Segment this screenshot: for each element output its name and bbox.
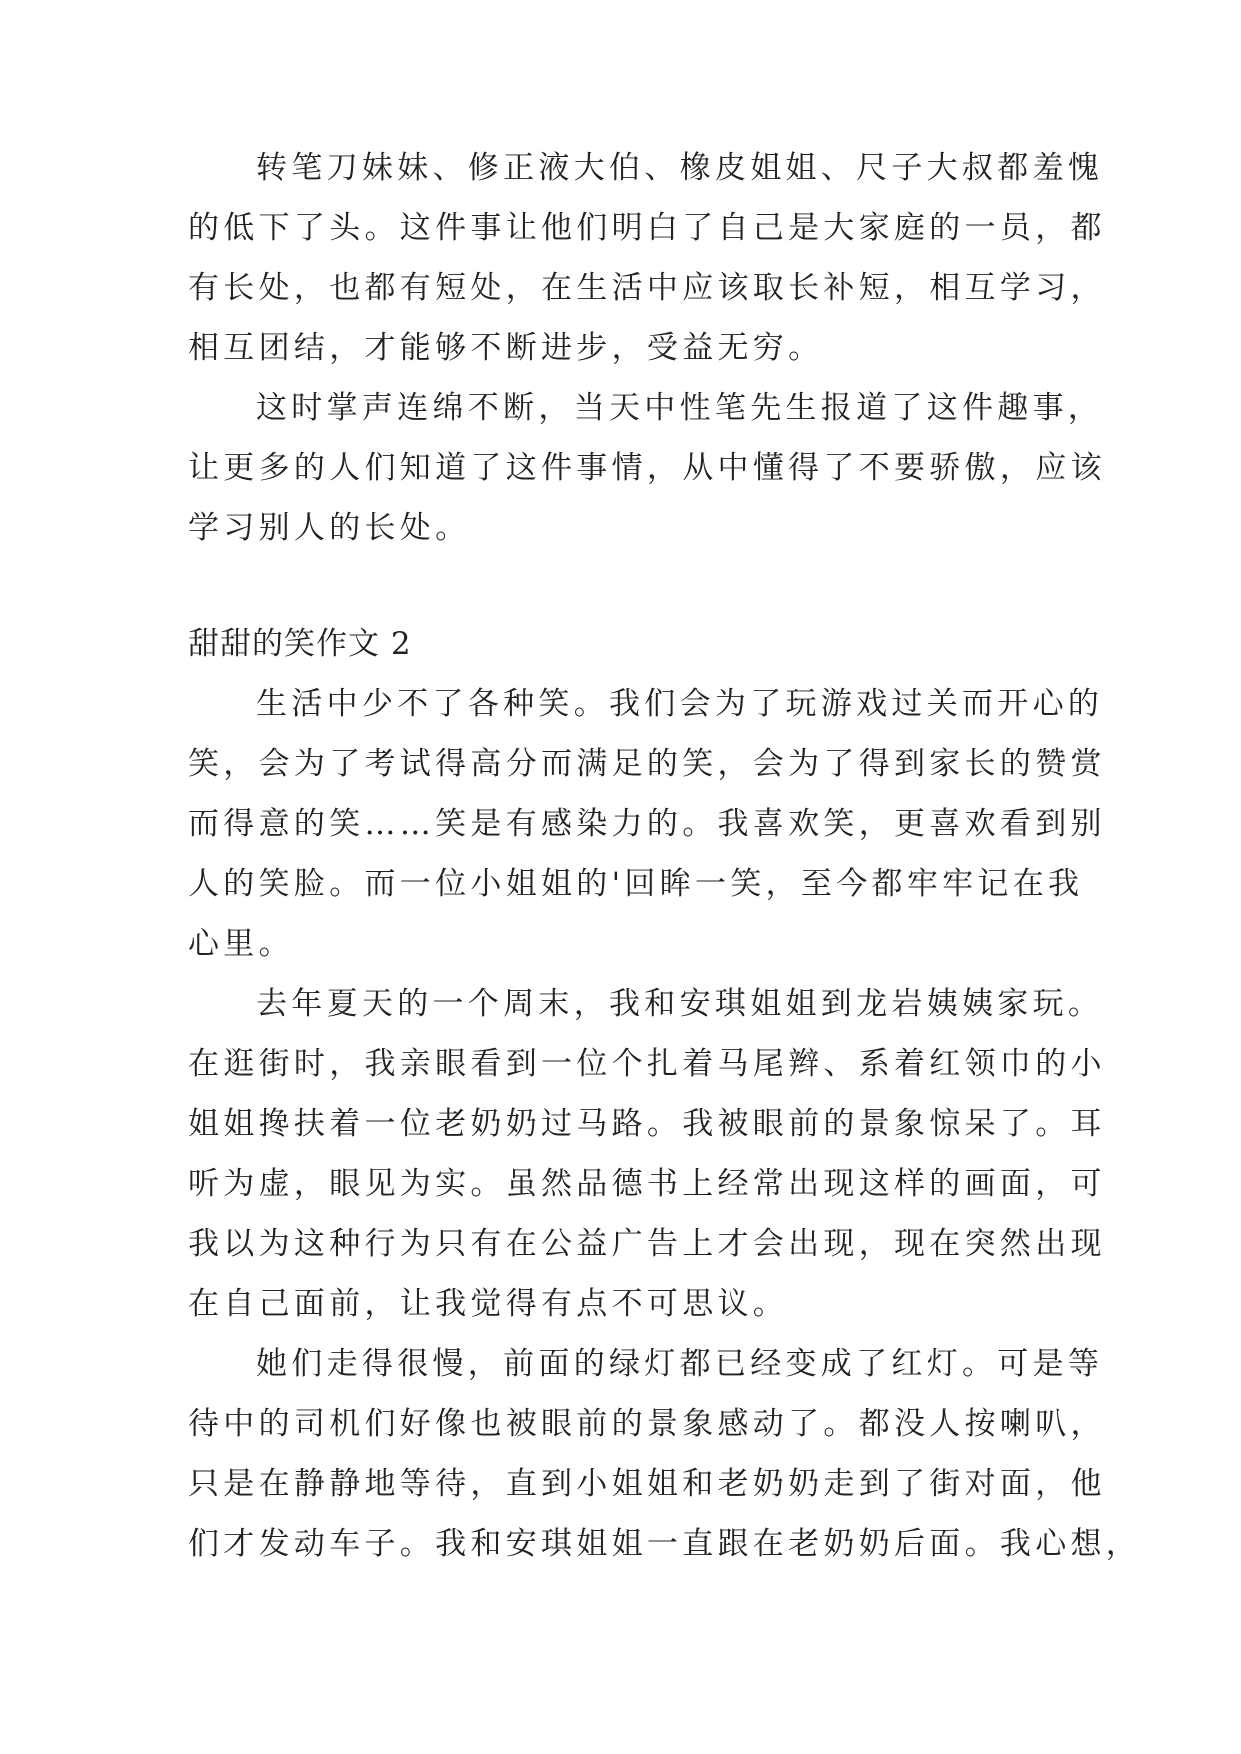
paragraph-line: 这时掌声连绵不断，当天中性笔先生报道了这件趣事，: [256, 390, 1104, 426]
paragraph-line: 相互团结，才能够不断进步，受益无穷。: [188, 330, 824, 366]
paragraph-line: 我以为这种行为只有在公益广告上才会出现，现在突然出现: [188, 1226, 1106, 1262]
paragraph-line: 而得意的笑……笑是有感染力的。我喜欢笑，更喜欢看到别: [188, 806, 1106, 842]
paragraph-line: 的低下了头。这件事让他们明白了自己是大家庭的一员，都: [188, 210, 1106, 246]
paragraph-line: 们才发动车子。我和安琪姐姐一直跟在老奶奶后面。我心想，: [188, 1526, 1142, 1562]
paragraph-line: 在逛街时，我亲眼看到一位个扎着马尾辫、系着红领巾的小: [188, 1046, 1106, 1082]
paragraph-line: 人的笑脸。而一位小姐姐的'回眸一笑，至今都牢牢记在我: [188, 866, 1084, 902]
paragraph-line: 她们走得很慢，前面的绿灯都已经变成了红灯。可是等: [256, 1346, 1104, 1382]
paragraph-line: 学习别人的长处。: [188, 510, 471, 546]
paragraph-line: 有长处，也都有短处，在生活中应该取长补短，相互学习，: [188, 270, 1106, 306]
paragraph-line: 听为虚，眼见为实。虽然品德书上经常出现这样的画面，可: [188, 1166, 1106, 1202]
paragraph-line: 转笔刀妹妹、修正液大伯、橡皮姐姐、尺子大叔都羞愧: [256, 150, 1104, 186]
paragraph-line: 只是在静静地等待，直到小姐姐和老奶奶走到了街对面，他: [188, 1466, 1106, 1502]
paragraph-line: 去年夏天的一个周末，我和安琪姐姐到龙岩姨姨家玩。: [256, 986, 1104, 1022]
paragraph-line: 笑，会为了考试得高分而满足的笑，会为了得到家长的赞赏: [188, 746, 1106, 782]
paragraph-line: 姐姐搀扶着一位老奶奶过马路。我被眼前的景象惊呆了。耳: [188, 1106, 1106, 1142]
paragraph-line: 在自己面前，让我觉得有点不可思议。: [188, 1286, 789, 1322]
paragraph-line: 心里。: [188, 926, 294, 962]
section-title: 甜甜的笑作文 2: [188, 626, 412, 662]
paragraph-line: 让更多的人们知道了这件事情，从中懂得了不要骄傲，应该: [188, 450, 1106, 486]
paragraph-line: 待中的司机们好像也被眼前的景象感动了。都没人按喇叭，: [188, 1406, 1106, 1442]
paragraph-line: 生活中少不了各种笑。我们会为了玩游戏过关而开心的: [256, 686, 1104, 722]
